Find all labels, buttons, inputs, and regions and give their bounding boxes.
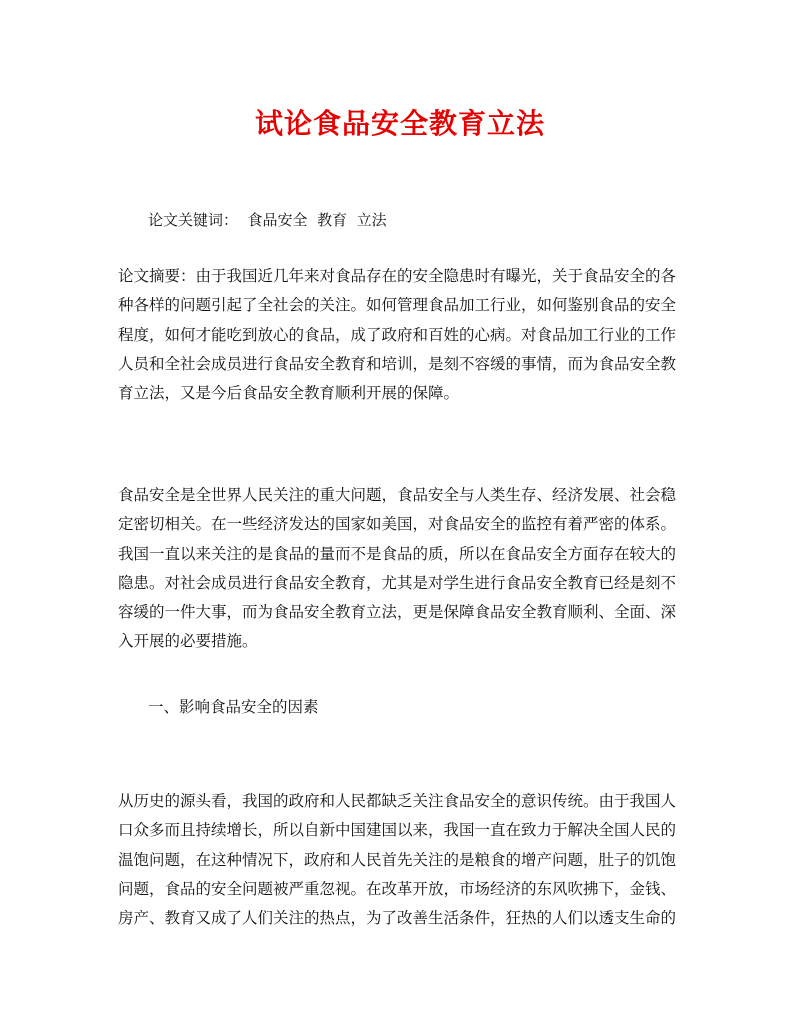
history-paragraph bbox=[118, 787, 688, 933]
intro-line: 食品安全是全世界人民关注的重大问题，食品安全与人类生存、经济发展、社会稳 bbox=[118, 486, 677, 504]
abstract-line: 种各样的问题引起了全社会的关注。如何管理食品加工行业，如何鉴别食品的安全 bbox=[118, 296, 677, 315]
abstract-line: 人员和全社会成员进行食品安全教育和培训，是刻不容缓的事情，而为食品安全教 bbox=[118, 354, 677, 373]
history-line: 口众多而且持续增长，所以自新中国建国以来，我国一直在致力于解决全国人民的 bbox=[118, 821, 677, 840]
history-line: 从历史的源头看，我国的政府和人民都缺乏关注食品安全的意识传统。由于我国人 bbox=[118, 792, 677, 810]
document-title: 试论食品安全教育立法 bbox=[254, 107, 545, 140]
abstract-line: 论文摘要：由于我国近几年来对食品存在的安全隐患时有曝光，关于食品安全的各 bbox=[118, 267, 677, 285]
intro-line: 隐患。对社会成员进行食品安全教育，尤其是对学生进行食品安全教育已经是刻不 bbox=[118, 573, 677, 592]
section-heading: 一、影响食品安全的因素 bbox=[148, 698, 319, 716]
intro-line: 入开展的必要措施。 bbox=[118, 632, 258, 651]
intro-line: 定密切相关。在一些经济发达的国家如美国，对食品安全的监控有着严密的体系。 bbox=[118, 515, 677, 534]
history-line: 房产、教育又成了人们关注的热点，为了改善生活条件，狂热的人们以透支生命的 bbox=[118, 909, 677, 928]
history-line: 问题，食品的安全问题被严重忽视。在改革开放，市场经济的东风吹拂下，金钱、 bbox=[118, 879, 677, 898]
intro-line: 容缓的一件大事，而为食品安全教育立法，更是保障食品安全教育顺利、全面、深 bbox=[118, 603, 677, 622]
intro-line: 我国一直以来关注的是食品的量而不是食品的质，所以在食品安全方面存在较大的 bbox=[118, 544, 677, 563]
keywords-line: 论文关键词： 食品安全 教育 立法 bbox=[148, 211, 387, 229]
abstract-line: 程度，如何才能吃到放心的食品，成了政府和百姓的心病。对食品加工行业的工作 bbox=[118, 325, 677, 344]
abstract-line: 育立法，又是今后食品安全教育顺利开展的保障。 bbox=[118, 384, 460, 403]
history-line: 温饱问题，在这种情况下，政府和人民首先关注的是粮食的增产问题，肚子的饥饱 bbox=[118, 850, 677, 869]
abstract-paragraph bbox=[118, 262, 688, 408]
intro-paragraph bbox=[118, 481, 688, 657]
